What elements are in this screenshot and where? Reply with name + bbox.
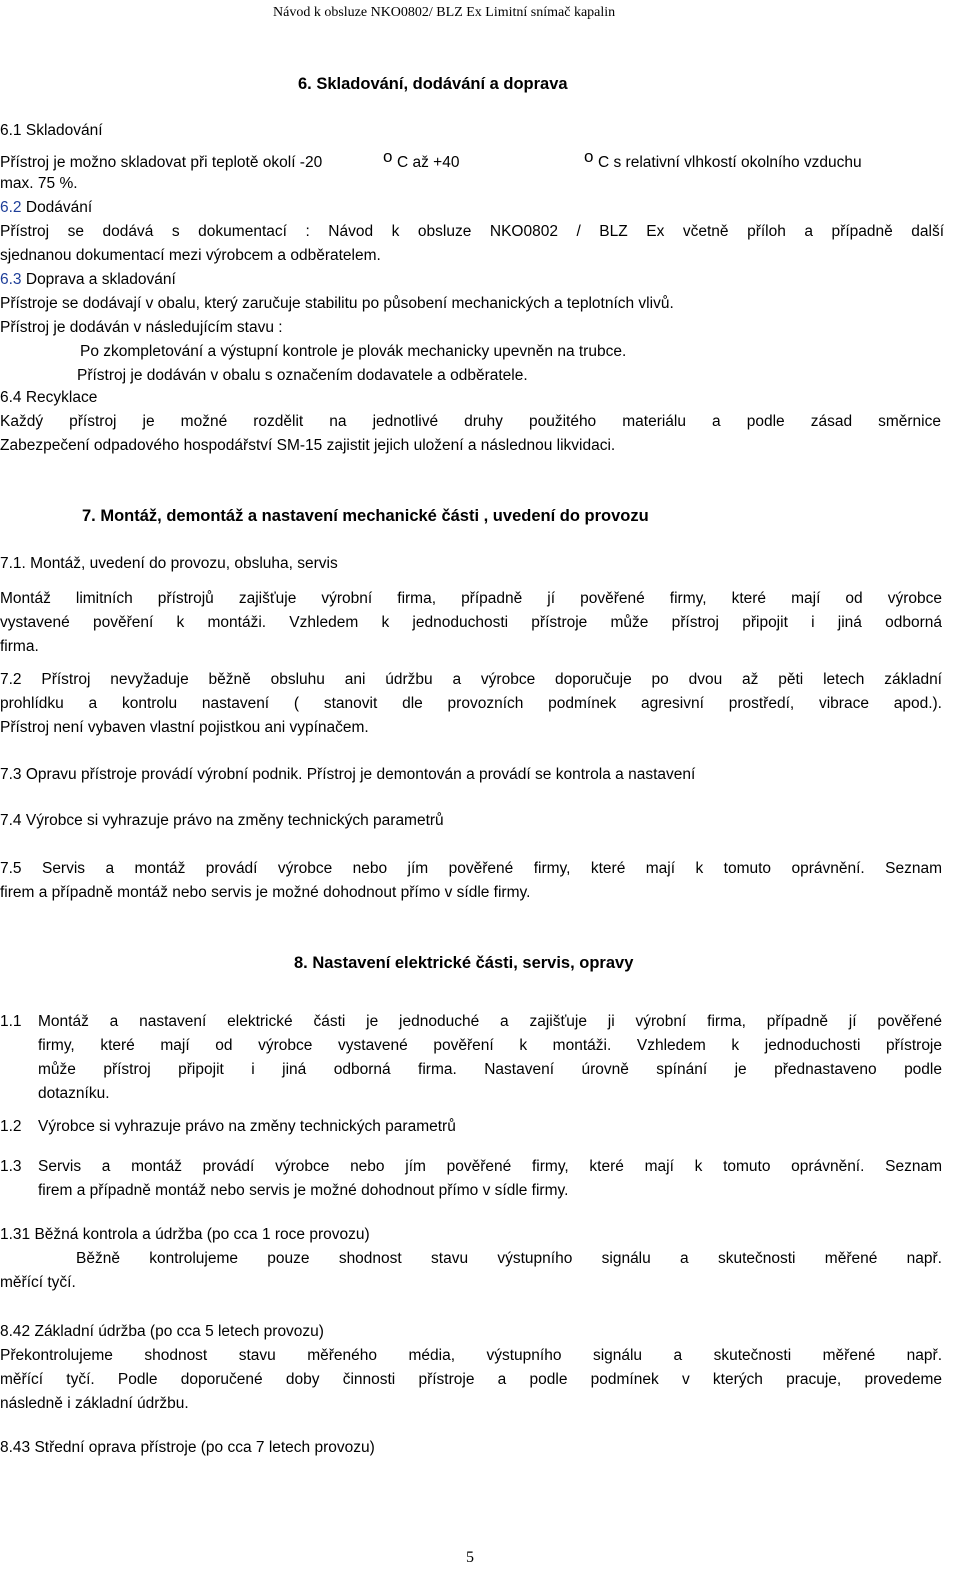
section-6-4-line-2: Zabezpečení odpadového hospodářství SM-15 zajistit jejich uložení a následnou likvidaci. xyxy=(0,437,616,454)
section-6-2-label: Dodávání xyxy=(21,199,93,216)
item-1-1-line-1: Montáž a nastavení elektrické části je jednoduché a zajišťuje ji výrobní firma, případně jí pověřené xyxy=(38,1013,942,1030)
section-6-3-label: Doprava a skladování xyxy=(21,271,176,288)
item-8-43-title: 8.43 Střední oprava přístroje (po cca 7 letech provozu) xyxy=(0,1439,375,1456)
section-7-1-title: 7.1. Montáž, uvedení do provozu, obsluha, servis xyxy=(0,555,338,572)
section-6-heading: 6. Skladování, dodávání a doprava xyxy=(298,75,568,93)
storage-text-b: C až +40 xyxy=(397,154,460,171)
running-header: Návod k obsluze NKO0802/ BLZ Ex Limitní snímač kapalin xyxy=(273,5,616,20)
storage-text-c: C s relativní vlhkostí okolního vzduchu xyxy=(598,154,862,171)
item-1-3-line-2: firem a případně montáž nebo servis je možné dohodnout přímo v sídle firmy. xyxy=(38,1182,569,1199)
section-7-1-line-2: vystavené pověření k montáži. Vzhledem k jednoduchosti přístroje může přístroj připojit i jiná odborná xyxy=(0,614,942,631)
item-1-3-line-1: Servis a montáž provádí výrobce nebo jím pověřené firmy, které mají k tomuto oprávnění. Seznam xyxy=(38,1158,942,1175)
degree-sign-2: o xyxy=(584,147,594,166)
section-8-heading: 8. Nastavení elektrické části, servis, opravy xyxy=(294,954,634,972)
item-1-3-number: 1.3 xyxy=(0,1158,22,1175)
section-6-2-line-2: sjednanou dokumentací mezi výrobcem a odběratelem. xyxy=(0,247,381,264)
degree-sign-1: o xyxy=(383,147,393,166)
section-7-4-line-1: 7.4 Výrobce si vyhrazuje právo na změny technických parametrů xyxy=(0,812,444,829)
section-7-2-line-1: 7.2 Přístroj nevyžaduje běžně obsluhu ani údržbu a výrobce doporučuje po dvou až pěti letech základní xyxy=(0,671,942,688)
item-8-42-title: 8.42 Základní údržba (po cca 5 letech provozu) xyxy=(0,1323,324,1340)
item-1-1-line-2: firmy, které mají od výrobce vystavené pověření k montáži. Vzhledem k jednoduchosti přístroje xyxy=(38,1037,942,1054)
section-6-3-line-1: Přístroje se dodávají v obalu, který zaručuje stabilitu po působení mechanických a teplotních vlivů. xyxy=(0,295,674,312)
section-7-1-line-3: firma. xyxy=(0,638,39,655)
item-1-1-line-3: může přístroj připojit i jiná odborná firma. Nastavení úrovně spínání je přednastaveno podle xyxy=(38,1061,942,1078)
section-6-3-title xyxy=(0,270,176,290)
section-6-4-line-1: Každý přístroj je možné rozdělit na jednotlivé druhy použitého materiálu a podle zásad směrnice xyxy=(0,413,941,430)
section-6-3-line-2: Přístroj je dodáván v následujícím stavu : xyxy=(0,319,283,336)
section-7-2-line-2: prohlídku a kontrolu nastavení ( stanovit dle provozních podmínek agresivní prostředí, vibrace apod.). xyxy=(0,695,942,712)
section-6-2-number: 6.2 xyxy=(0,199,22,216)
section-6-2-title xyxy=(0,198,92,218)
item-1-1-number: 1.1 xyxy=(0,1013,22,1030)
item-8-42-line-3: následně i základní údržbu. xyxy=(0,1395,189,1412)
item-1-2-number: 1.2 xyxy=(0,1118,22,1135)
section-6-3-line-4: Přístroj je dodáván v obalu s označením dodavatele a odběratele. xyxy=(77,367,528,384)
item-8-42-line-1: Překontrolujeme shodnost stavu měřeného média, výstupního signálu a skutečnosti měřené např. xyxy=(0,1347,942,1364)
section-6-1-line-2: max. 75 %. xyxy=(0,175,78,192)
section-6-3-number: 6.3 xyxy=(0,271,22,288)
storage-text-a: Přístroj je možno skladovat při teplotě okolí -20 xyxy=(0,154,323,171)
item-1-31-line-2: měřící tyčí. xyxy=(0,1274,76,1291)
section-6-1-title: 6.1 Skladování xyxy=(0,122,103,139)
section-6-1-line-1 xyxy=(0,147,944,172)
item-1-2-line-1: Výrobce si vyhrazuje právo na změny technických parametrů xyxy=(38,1118,456,1135)
section-6-3-line-3: Po zkompletování a výstupní kontrole je plovák mechanicky upevněn na trubce. xyxy=(80,343,627,360)
item-1-31-title: 1.31 Běžná kontrola a údržba (po cca 1 roce provozu) xyxy=(0,1226,370,1243)
item-1-1-line-4: dotazníku. xyxy=(38,1085,110,1102)
section-7-2-line-3: Přístroj není vybaven vlastní pojistkou ani vypínačem. xyxy=(0,719,369,736)
section-7-heading: 7. Montáž, demontáž a nastavení mechanické části , uvedení do provozu xyxy=(82,507,649,525)
section-7-5-line-2: firem a případně montáž nebo servis je možné dohodnout přímo v sídle firmy. xyxy=(0,884,531,901)
page-number: 5 xyxy=(466,1549,474,1566)
section-7-1-line-1: Montáž limitních přístrojů zajišťuje výrobní firma, případně jí pověřené firmy, které mají od výrobce xyxy=(0,590,942,607)
section-7-3-line-1: 7.3 Opravu přístroje provádí výrobní podnik. Přístroj je demontován a provádí se kontrola a nastavení xyxy=(0,766,696,783)
item-8-42-line-2: měřící tyčí. Podle doporučené doby činnosti přístroje a podle podmínek v kterých pracuje, provedeme xyxy=(0,1371,942,1388)
section-6-4-title: 6.4 Recyklace xyxy=(0,389,98,406)
section-7-5-line-1: 7.5 Servis a montáž provádí výrobce nebo jím pověřené firmy, které mají k tomuto oprávnění. Seznam xyxy=(0,860,942,877)
section-6-2-line-1: Přístroj se dodává s dokumentací : Návod k obsluze NKO0802 / BLZ Ex včetně příloh a případně další xyxy=(0,223,944,240)
item-1-31-line-1: Běžně kontrolujeme pouze shodnost stavu výstupního signálu a skutečnosti měřené např. xyxy=(76,1250,942,1267)
